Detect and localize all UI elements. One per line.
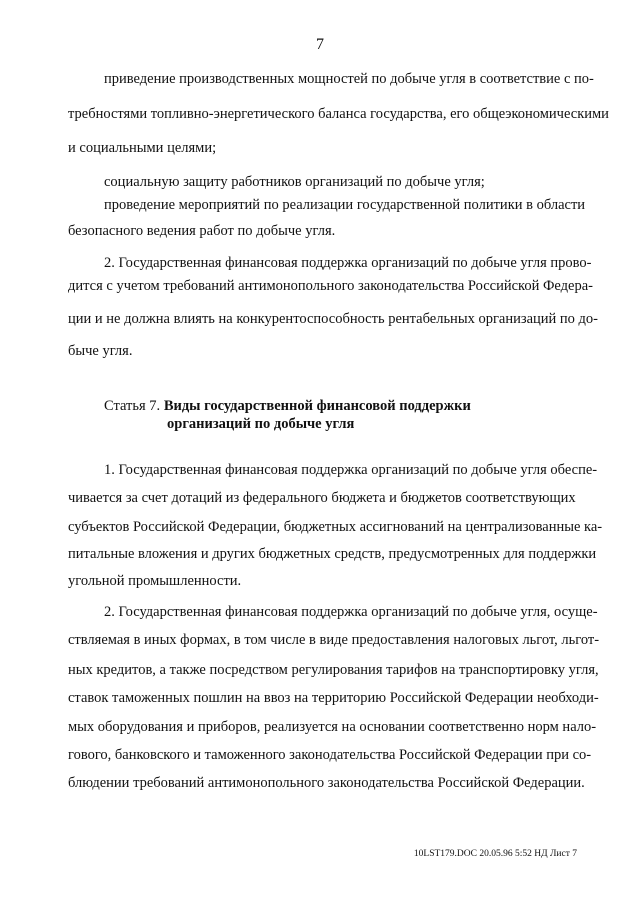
paragraph-line: 2. Государственная финансовая поддержка организаций по добыче угля, осуще- bbox=[104, 604, 598, 620]
paragraph-line: социальную защиту работников организаций по добыче угля; bbox=[104, 174, 485, 190]
paragraph-line: безопасного ведения работ по добыче угля. bbox=[68, 223, 336, 239]
paragraph-line: питальные вложения и других бюджетных средств, предусмотренных для поддержки bbox=[68, 546, 597, 562]
article-label: Статья 7. bbox=[104, 398, 161, 414]
paragraph-line: чивается за счет дотаций из федерального бюджета и бюджетов соответствующих bbox=[68, 490, 576, 506]
paragraph-line: требностями топливно-энергетического баланса государства, его общеэкономическими bbox=[68, 106, 609, 122]
paragraph-line: угольной промышленности. bbox=[68, 573, 242, 589]
paragraph-line: приведение производственных мощностей по добыче угля в соответствие с по- bbox=[104, 71, 594, 87]
paragraph-line: и социальными целями; bbox=[68, 140, 217, 156]
article-title-line1: Виды государственной финансовой поддержки bbox=[163, 398, 471, 414]
paragraph-line: проведение мероприятий по реализации государственной политики в области bbox=[104, 197, 586, 213]
paragraph-line: ставок таможенных пошлин на ввоз на территорию Российской Федерации необходи- bbox=[68, 690, 599, 706]
paragraph-line: дится с учетом требований антимонопольного законодательства Российской Федера- bbox=[68, 278, 594, 294]
paragraph-line: ствляемая в иных формах, в том числе в виде предоставления налоговых льгот, льгот- bbox=[68, 632, 600, 648]
paragraph-line: ных кредитов, а также посредством регулирования тарифов на транспортировку угля, bbox=[68, 662, 599, 678]
article-title-line2: организаций по добыче угля bbox=[167, 416, 355, 432]
page-number: 7 bbox=[316, 36, 324, 53]
article-heading bbox=[104, 396, 471, 416]
paragraph-line: блюдении требований антимонопольного законодательства Российской Федерации. bbox=[68, 775, 585, 791]
paragraph-line: субъектов Российской Федерации, бюджетных ассигнований на централизованные ка- bbox=[68, 519, 603, 535]
document-footer: 10LST179.DOC 20.05.96 5:52 НД Лист 7 bbox=[413, 849, 577, 859]
paragraph-line: быче угля. bbox=[68, 343, 133, 359]
paragraph-line: ции и не должна влиять на конкурентоспособность рентабельных организаций по до- bbox=[68, 311, 599, 327]
paragraph-line: 2. Государственная финансовая поддержка организаций по добыче угля прово- bbox=[104, 255, 592, 271]
paragraph-line: мых оборудования и приборов, реализуется на основании соответственно норм нало- bbox=[68, 719, 597, 735]
paragraph-line: гового, банковского и таможенного законодательства Российской Федерации при со- bbox=[68, 747, 592, 763]
paragraph-line: 1. Государственная финансовая поддержка организаций по добыче угля обеспе- bbox=[104, 462, 598, 478]
